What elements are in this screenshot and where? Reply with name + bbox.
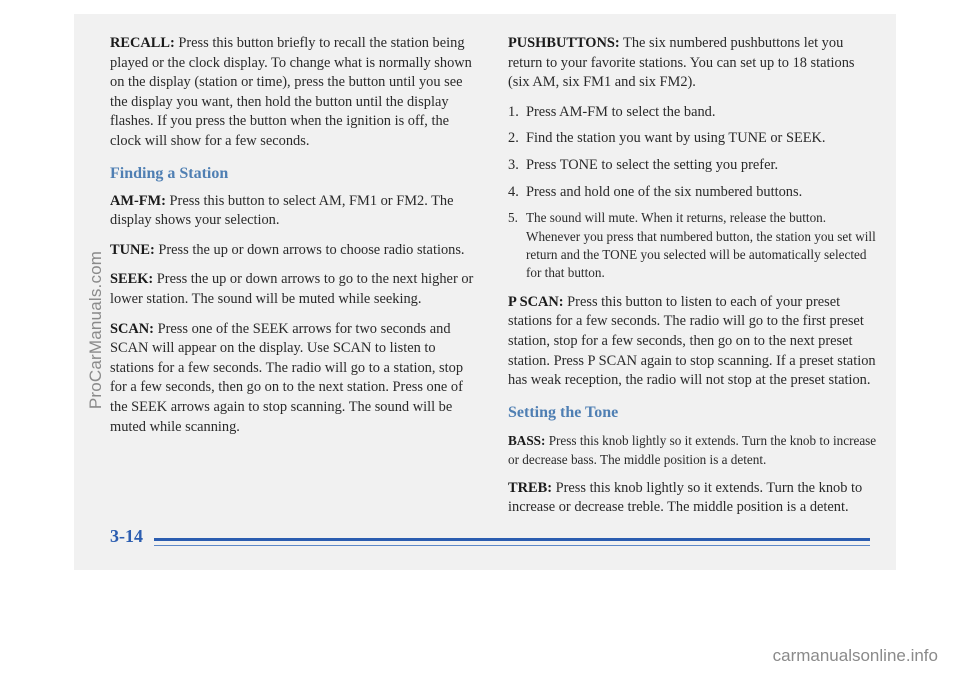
scan-paragraph	[110, 320, 480, 438]
finding-station-heading: Finding a Station	[110, 164, 229, 182]
step-number: 2.	[508, 130, 519, 147]
bass-text: Press this knob lightly so it extends. Turn the knob to increase or decrease bass. The middle position is a detent.	[508, 432, 877, 467]
pushbuttons-term: PUSHBUTTONS:	[508, 35, 620, 51]
page-footer	[110, 522, 870, 552]
list-item	[508, 209, 878, 283]
footer-rule	[154, 538, 870, 541]
step-number: 3.	[508, 156, 519, 173]
page-number: 3-14	[110, 526, 143, 546]
pushbuttons-paragraph	[508, 34, 878, 93]
step-text: Find the station you want by using TUNE or SEEK.	[526, 130, 826, 147]
manual-page	[74, 14, 896, 570]
tune-text: Press the up or down arrows to choose radio stations.	[154, 241, 465, 258]
recall-paragraph	[110, 34, 480, 152]
left-column	[110, 34, 480, 447]
tune-term: TUNE:	[110, 241, 155, 258]
side-watermark: ProCarManuals.com	[86, 250, 105, 410]
step-number: 5.	[508, 210, 518, 226]
recall-term: RECALL:	[110, 35, 175, 51]
step-text: The sound will mute. When it returns, release the button. Whenever you press that numbered button, the station you set will return and the TONE you selected will be automatically selected for that button.	[526, 210, 876, 281]
list-item	[508, 156, 878, 176]
footer-rule-thin	[154, 545, 870, 546]
bottom-watermark: carmanualsonline.info	[772, 646, 938, 665]
pscan-paragraph	[508, 293, 878, 391]
step-text: Press and hold one of the six numbered buttons.	[526, 183, 803, 200]
step-text: Press TONE to select the setting you prefer.	[526, 156, 779, 173]
step-number: 1.	[508, 103, 519, 120]
list-item	[508, 103, 878, 123]
step-number: 4.	[508, 183, 519, 200]
amfm-text: Press this button to select AM, FM1 or FM2. The display shows your selection.	[110, 192, 454, 229]
seek-text: Press the up or down arrows to go to the next higher or lower station. The sound will be muted while seeking.	[110, 271, 474, 307]
tune-paragraph	[110, 241, 480, 261]
treb-term: TREB:	[508, 479, 552, 496]
scan-text: Press one of the SEEK arrows for two seconds and SCAN will appear on the display. Use SCAN to listen to stations for a few seconds. The radio will go to a station, stop for a few seconds, then go on to the next station. Press one of the SEEK arrows again to stop scanning. The sound will be muted while scanning.	[110, 320, 464, 435]
pscan-term: P SCAN:	[508, 293, 564, 310]
recall-text: Press this button briefly to recall the station being played or the clock display. To change what is normally shown on the display (station or time), press the button until you see the display you want, then hold the button until the display flashes. If you press the button when the ignition is off, the clock will show for a few seconds.	[110, 35, 472, 149]
treb-text: Press this knob lightly so it extends. Turn the knob to increase or decrease treble. The middle position is a detent.	[508, 479, 863, 516]
pushbuttons-text: The six numbered pushbuttons let you return to your favorite stations. You can set up to 18 stations (six AM, six FM1 and six FM2).	[508, 35, 855, 91]
bass-paragraph	[508, 431, 878, 469]
list-item	[508, 129, 878, 149]
pscan-text: Press this button to listen to each of your preset stations for a few seconds. The radio will go to the first preset station, stop for a few seconds, then go on to the next preset station. Press P SCAN again to stop scanning. If a preset station has weak reception, the radio will not stop at the preset station.	[508, 293, 876, 389]
amfm-paragraph	[110, 192, 480, 231]
preset-steps-list	[508, 103, 878, 283]
seek-term: SEEK:	[110, 271, 154, 288]
list-item	[508, 183, 878, 203]
seek-paragraph	[110, 270, 480, 309]
step-text: Press AM-FM to select the band.	[526, 103, 716, 120]
amfm-term: AM-FM:	[110, 192, 166, 209]
setting-tone-heading: Setting the Tone	[508, 403, 619, 421]
scan-term: SCAN:	[110, 320, 154, 337]
right-column	[508, 34, 878, 528]
treb-paragraph	[508, 479, 878, 518]
bass-term: BASS:	[508, 432, 546, 448]
